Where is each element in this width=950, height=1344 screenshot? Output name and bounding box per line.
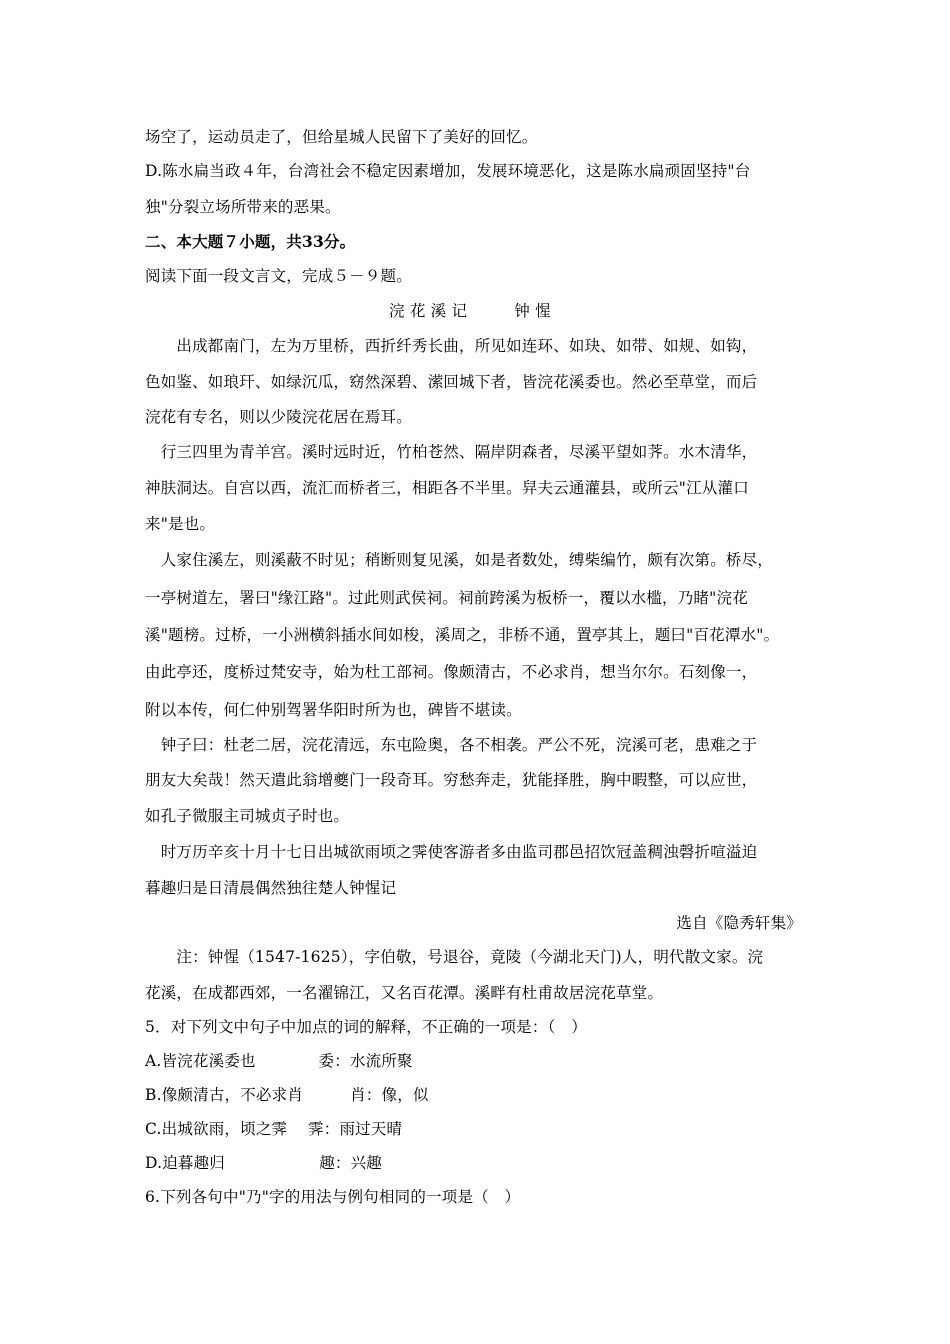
question-5: 5．对下列文中句子中加点的词的解释，不正确的一项是：（ ） <box>145 1018 587 1036</box>
text-line: 场空了，运动员走了，但给星城人民留下了美好的回忆。 <box>145 128 538 146</box>
passage-line: 浣花有专名，则以少陵浣花居在焉耳。 <box>145 408 412 426</box>
passage-line: 来"是也。 <box>145 515 216 533</box>
passage-title: 浣 花 溪 记 钟 惺 <box>389 302 551 320</box>
text-line: 独"分裂立场所带来的恶果。 <box>145 198 341 216</box>
question-5-option-c: C.出城欲雨，顷之霁 霁：雨过天晴 <box>145 1120 403 1138</box>
question-5-option-b: B.像颇清古，不必求肖 肖：像，似 <box>145 1086 429 1104</box>
passage-line: 一亭树道左，署曰"缘江路"。过此则武侯祠。祠前跨溪为板桥一，覆以水槛，乃睹"浣花 <box>145 589 748 607</box>
source-citation: 选自《隐秀轩集》 <box>676 914 802 932</box>
passage-line: 钟子曰：杜老二居，浣花清远，东屯险奥，各不相袭。严公不死，浣溪可老，患难之于 <box>145 736 758 754</box>
section-heading: 二、本大题７小题，共33分。 <box>145 232 356 251</box>
passage-line: 由此亭还，度桥过梵安寺，始为杜工部祠。像颇清古，不必求肖，想当尔尔。石刻像一， <box>145 663 758 681</box>
question-5-option-a: A.皆浣花溪委也 委：水流所聚 <box>145 1052 413 1070</box>
passage-line: 如孔子微服主司城贞子时也。 <box>145 807 350 825</box>
passage-line: 行三四里为青羊宫。溪时远时近，竹柏苍然、隔岸阴森者，尽溪平望如荠。水木清华， <box>145 443 758 461</box>
passage-line: 时万历辛亥十月十七日出城欲雨顷之霁使客游者多由监司郡邑招饮冠盖稠浊磬折喧溢迫 <box>145 843 758 861</box>
question-5-option-d: D.迫暮趣归 趣：兴趣 <box>145 1154 383 1172</box>
question-6: 6.下列各句中"乃"字的用法与例句相同的一项是（ ） <box>145 1188 521 1206</box>
passage-line: 朋友大矣哉！然天遣此翁增夔门一段奇耳。穷愁奔走，犹能择胜，胸中暇整，可以应世， <box>145 771 758 789</box>
passage-line: 附以本传，何仁仲别驾署华阳时所为也，碑皆不堪读。 <box>145 701 522 719</box>
option-d-line: D.陈水扁当政４年，台湾社会不稳定因素增加，发展环境恶化，这是陈水扁顽固坚持"台 <box>145 162 751 180</box>
passage-line: 色如鉴、如琅玕、如绿沉瓜，窈然深碧、潆回城下者，皆浣花溪委也。然必至草堂，而后 <box>145 373 758 391</box>
instruction-line: 阅读下面一段文言文，完成５－９题。 <box>145 267 412 285</box>
passage-line: 神肤洞达。自宫以西，流汇而桥者三，相距各不半里。舁夫云通灌县，或所云"江从灌口 <box>145 479 749 497</box>
passage-line: 出成都南门，左为万里桥，西折纤秀长曲，所见如连环、如玦、如带、如规、如钩， <box>145 337 758 355</box>
note-line: 注：钟惺（1547-1625），字伯敬，号退谷，竟陵（今湖北天门)人，明代散文家。浣 <box>145 948 764 966</box>
note-line: 花溪，在成都西郊，一名濯锦江，又名百花潭。溪畔有杜甫故居浣花草堂。 <box>145 984 664 1002</box>
passage-line: 暮趣归是日清晨偶然独往楚人钟惺记 <box>145 879 397 897</box>
passage-line: 人家住溪左，则溪蔽不时见；稍断则复见溪，如是者数处，缚柴编竹，颇有次第。桥尽， <box>145 551 774 569</box>
passage-line: 溪"题榜。过桥，一小洲横斜插水间如梭，溪周之，非桥不通，置亭其上，题曰"百花潭水"。 <box>145 626 780 644</box>
